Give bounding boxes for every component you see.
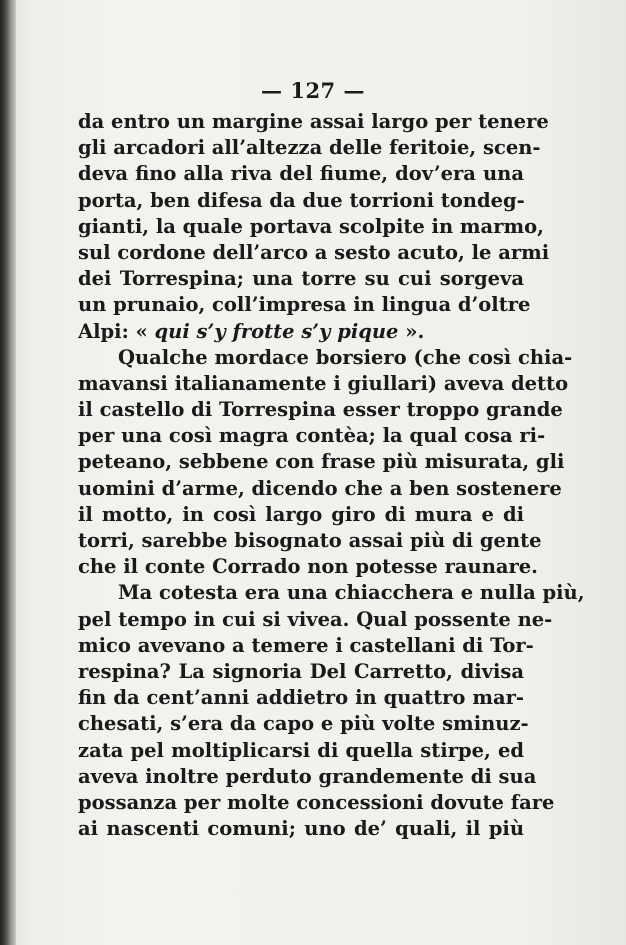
text-line: fin da cent’anni addietro in quattro mar- — [78, 686, 524, 710]
motto-italic: qui s’y frotte s’y pique — [154, 319, 399, 343]
text-line: torri, sarebbe bisognato assai più di gente — [78, 529, 542, 552]
text-line: uomini d’arme, dicendo che a ben sostenere — [78, 476, 562, 500]
text-line: aveva inoltre perduto grandemente di sua — [78, 764, 537, 788]
text-line: da entro un margine assai largo per tenere — [78, 110, 549, 133]
text-line: gianti, la quale portava scolpite in marmo, — [78, 214, 544, 238]
text-line: il castello di Torrespina esser troppo grande — [78, 398, 563, 422]
text-line: respina? La signoria Del Carretto, divisa — [78, 659, 524, 683]
paragraph-start-line: Qualche mordace borsiero (che così chia- — [118, 345, 573, 369]
text-line-motto — [78, 319, 524, 345]
motto-suffix: ». — [398, 319, 425, 343]
text-line: porta, ben difesa da due torrioni tondeg- — [78, 188, 525, 212]
text-line: il motto, in così largo giro di mura e di — [78, 502, 524, 526]
text-line: zata pel moltiplicarsi di quella stirpe, ed — [78, 738, 524, 762]
text-line: sul cordone dell’arco a sesto acuto, le armi — [78, 240, 550, 264]
text-line: dei Torrespina; una torre su cui sorgeva — [78, 267, 524, 291]
body-text — [78, 109, 585, 842]
book-spine-edge — [0, 0, 16, 945]
text-line: che il conte Corrado non potesse raunare. — [78, 555, 538, 579]
text-line: mavansi italianamente i giullari) aveva detto — [78, 371, 569, 395]
text-line: peteano, sebbene con frase più misurata, gli — [78, 450, 565, 474]
text-line: pel tempo in cui si vivea. Qual possente ne- — [78, 607, 553, 631]
text-line: deva fino alla riva del fiume, dov’era una — [78, 162, 524, 186]
text-line: gli arcadori all’altezza delle feritoie, scen- — [78, 136, 541, 160]
page-number: — 127 — — [261, 78, 365, 103]
text-line: possanza per molte concessioni dovute fare — [78, 790, 555, 814]
text-line: un prunaio, coll’impresa in lingua d’oltre — [78, 293, 531, 317]
motto-prefix: Alpi: « — [78, 319, 155, 343]
text-line: chesati, s’era da capo e più volte sminuz- — [78, 712, 529, 736]
paragraph-start-line: Ma cotesta era una chiacchera e nulla più, — [118, 581, 585, 605]
text-line: per una così magra contèa; la qual cosa ri- — [78, 424, 546, 448]
text-line: mico avevano a temere i castellani di Tor- — [78, 633, 534, 657]
text-line: ai nascenti comuni; uno de’ quali, il più — [78, 817, 524, 841]
